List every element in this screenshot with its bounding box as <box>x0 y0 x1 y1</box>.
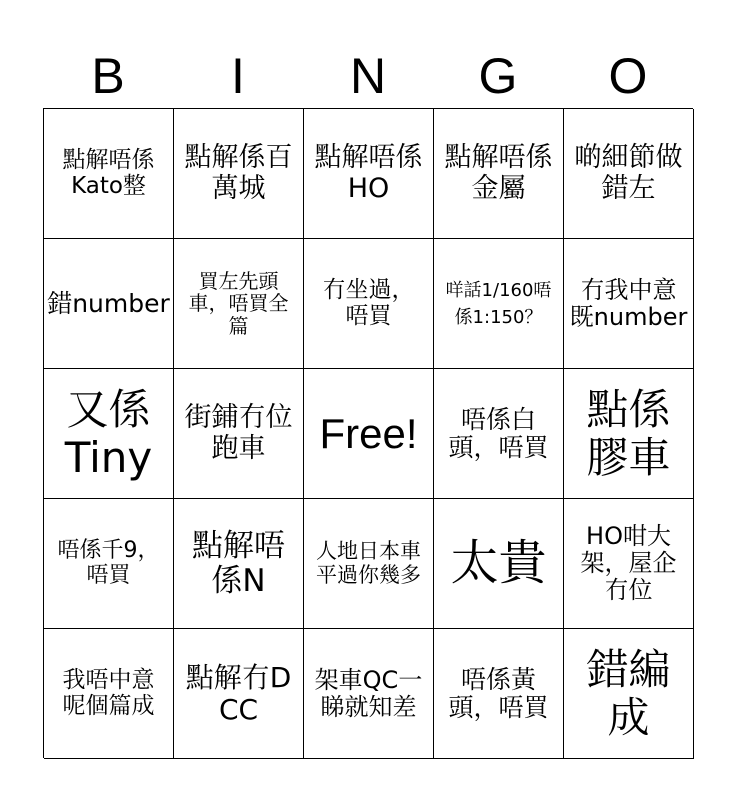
bingo-cell[interactable] <box>434 499 564 629</box>
bingo-cell[interactable] <box>304 629 434 759</box>
cell-text: 點解唔係HO <box>314 142 423 204</box>
bingo-cell[interactable] <box>564 109 694 239</box>
bingo-cell[interactable] <box>434 239 564 369</box>
header-letter-g: G <box>478 48 518 104</box>
bingo-cell[interactable] <box>174 499 304 629</box>
bingo-cell[interactable] <box>434 109 564 239</box>
bingo-cell[interactable] <box>44 369 174 499</box>
bingo-cell[interactable] <box>44 109 174 239</box>
cell-text: 我唔中意呢個篇成 <box>62 666 155 719</box>
cell-text: HO咁大架，屋企冇位 <box>580 522 677 604</box>
bingo-cell[interactable] <box>174 629 304 759</box>
bingo-cell[interactable] <box>304 239 434 369</box>
bingo-cell[interactable] <box>434 369 564 499</box>
cell-text: 點係膠車 <box>586 385 671 482</box>
header-letter-o: O <box>608 48 648 104</box>
cell-text: 點解唔係金屬 <box>444 142 553 204</box>
cell-text: 冇我中意既number <box>569 275 688 331</box>
cell-text: 唔係黃頭，唔買 <box>448 664 549 722</box>
header-letter-i: I <box>231 48 245 104</box>
cell-text: 又係Tiny <box>64 385 153 482</box>
cell-text: 買左先頭車，唔買全篇 <box>188 268 289 338</box>
bingo-card <box>43 108 693 758</box>
cell-text: 冇坐過，唔買 <box>322 276 415 329</box>
bingo-cell[interactable] <box>564 499 694 629</box>
cell-text: 街鋪冇位跑車 <box>184 402 293 464</box>
cell-text: 咩話1/160唔係1:150？ <box>445 279 552 328</box>
bingo-cell[interactable] <box>304 109 434 239</box>
bingo-cell[interactable] <box>44 239 174 369</box>
bingo-cell[interactable] <box>44 499 174 629</box>
cell-text: 唔係千9，唔買 <box>57 537 160 588</box>
bingo-cell[interactable] <box>174 109 304 239</box>
bingo-cell[interactable] <box>304 499 434 629</box>
bingo-cell[interactable] <box>44 629 174 759</box>
bingo-header <box>43 44 693 108</box>
free-space-label: Free! <box>319 409 418 457</box>
cell-text: 唔係白頭，唔買 <box>448 404 549 462</box>
cell-text: 錯編成 <box>586 645 671 742</box>
cell-text: 點解冇DCC <box>185 661 292 726</box>
cell-text: 點解係百萬城 <box>184 142 293 204</box>
cell-text: 人地日本車平過你幾多 <box>316 538 421 587</box>
cell-text: 太貴 <box>450 534 547 591</box>
bingo-cell[interactable] <box>564 629 694 759</box>
bingo-cell[interactable] <box>174 239 304 369</box>
header-letter-n: N <box>349 48 387 104</box>
cell-text: 錯number <box>47 288 170 318</box>
header-letter-b: B <box>91 48 125 104</box>
bingo-cell[interactable] <box>564 369 694 499</box>
bingo-cell[interactable] <box>434 629 564 759</box>
bingo-cell[interactable] <box>564 239 694 369</box>
cell-text: 啲細節做錯左 <box>574 142 683 204</box>
cell-text: 架車QC一睇就知差 <box>314 665 423 721</box>
cell-text: 點解唔係N <box>192 527 285 599</box>
bingo-cell[interactable] <box>174 369 304 499</box>
cell-text: 點解唔係Kato整 <box>62 146 155 199</box>
free-space[interactable] <box>304 369 434 499</box>
